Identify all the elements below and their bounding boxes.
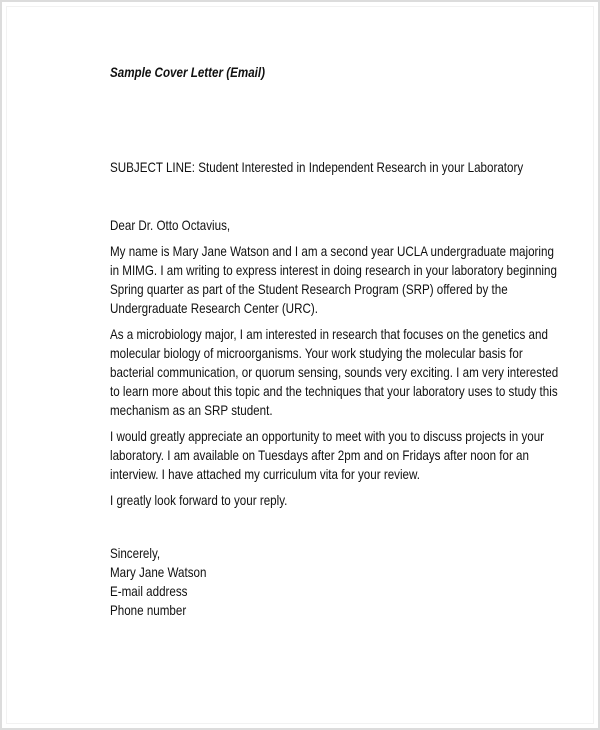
paragraph-line: interview. I have attached my curriculum vita for your review. — [110, 466, 420, 482]
paragraph-line: mechanism as an SRP student. — [110, 402, 273, 418]
signer-email: E-mail address — [110, 583, 188, 599]
paragraph-line: bacterial communication, or quorum sensing, sounds very exciting. I am very interested — [110, 364, 559, 380]
paragraph-line: Spring quarter as part of the Student Research Program (SRP) offered by the — [110, 281, 508, 297]
document-title: Sample Cover Letter (Email) — [110, 64, 265, 80]
subject-line: SUBJECT LINE: Student Interested in Independent Research in your Laboratory — [110, 159, 524, 175]
paragraph-line: to learn more about this topic and the techniques that your laboratory uses to study this — [110, 383, 558, 399]
paragraph-line: laboratory. I am available on Tuesdays after 2pm and on Fridays after noon for an — [110, 447, 529, 463]
paragraph-line: As a microbiology major, I am interested in research that focuses on the genetics and — [110, 326, 548, 342]
paragraph-line: I would greatly appreciate an opportunity to meet with you to discuss projects in your — [110, 428, 545, 444]
signer-phone: Phone number — [110, 602, 187, 618]
paragraph-line: I greatly look forward to your reply. — [110, 492, 288, 508]
signer-name: Mary Jane Watson — [110, 564, 207, 580]
paragraph-line: My name is Mary Jane Watson and I am a second year UCLA undergraduate majoring — [110, 243, 554, 259]
paragraph-line: molecular biology of microorganisms. Your work studying the molecular basis for — [110, 345, 523, 361]
valediction: Sincerely, — [110, 545, 161, 561]
salutation: Dear Dr. Otto Octavius, — [110, 217, 231, 233]
paragraph-line: in MIMG. I am writing to express interest in doing research in your laboratory beginning — [110, 262, 557, 278]
paragraph-line: Undergraduate Research Center (URC). — [110, 300, 318, 316]
